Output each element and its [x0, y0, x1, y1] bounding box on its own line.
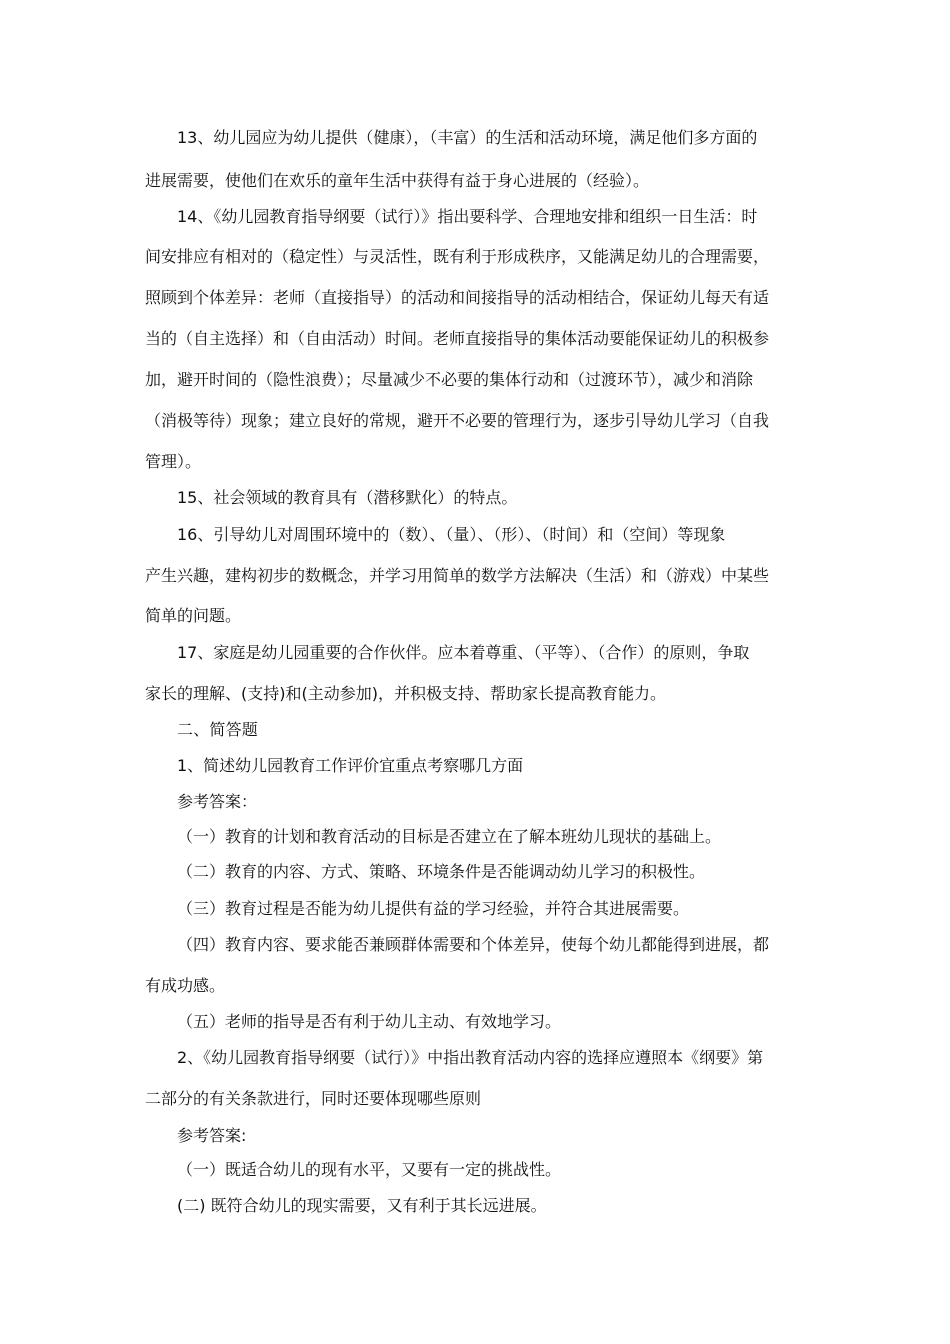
text-line: 间安排应有相对的（稳定性）与灵活性，既有利于形成秩序，又能满足幼儿的合理需要，	[145, 247, 770, 266]
text-line: 13、幼儿园应为幼儿提供（健康），（丰富）的生活和活动环境，满足他们多方面的	[177, 128, 758, 147]
section-heading: 二、简答题	[177, 720, 259, 739]
answer-item: （二）教育的内容、方式、策略、环境条件是否能调动幼儿学习的积极性。	[177, 862, 706, 881]
text-line: 加，避开时间的（隐性浪费）；尽量减少不必要的集体行动和（过渡环节），减少和消除	[145, 370, 754, 389]
answer-item: （五）老师的指导是否有利于幼儿主动、有效地学习。	[177, 1012, 562, 1031]
text-line: 二部分的有关条款进行，同时还要体现哪些原则	[145, 1089, 482, 1108]
text-line: 17、家庭是幼儿园重要的合作伙伴。应本着尊重、（平等）、（合作）的原则，争取	[177, 643, 750, 662]
answer-item: （一）既适合幼儿的现有水平，又要有一定的挑战性。	[177, 1160, 562, 1179]
text-line: 产生兴趣，建构初步的数概念，并学习用简单的数学方法解决（生活）和（游戏）中某些	[145, 566, 770, 585]
text-line: 有成功感。	[145, 976, 226, 995]
text-line: 照顾到个体差异：老师（直接指导）的活动和间接指导的活动相结合，保证幼儿每天有适	[145, 288, 770, 307]
text-line: 家长的理解、(支持)和(主动参加)，并积极支持、帮助家长提高教育能力。	[145, 684, 666, 703]
answer-item: （一）教育的计划和教育活动的目标是否建立在了解本班幼儿现状的基础上。	[177, 827, 722, 846]
question-title: 1、简述幼儿园教育工作评价宜重点考察哪几方面	[177, 756, 524, 775]
text-line: 管理）。	[145, 452, 202, 471]
text-line: 当的（自主选择）和（自由活动）时间。老师直接指导的集体活动要能保证幼儿的积极参	[145, 329, 770, 348]
text-line: 14、《幼儿园教育指导纲要（试行）》指出要科学、合理地安排和组织一日生活：时	[177, 207, 758, 226]
answer-item: （四）教育内容、要求能否兼顾群体需要和个体差异，使每个幼儿都能得到进展，都	[177, 935, 770, 954]
question-title: 2、《幼儿园教育指导纲要（试行）》中指出教育活动内容的选择应遵照本《纲要》第	[177, 1048, 764, 1067]
text-line: （消极等待）现象；建立良好的常规，避开不必要的管理行为，逐步引导幼儿学习（自我	[145, 411, 770, 430]
answer-label: 参考答案：	[177, 792, 258, 811]
text-line: 15、社会领域的教育具有（潜移默化）的特点。	[177, 488, 518, 507]
text-line: 简单的问题。	[145, 606, 242, 625]
text-line: 16、引导幼儿对周围环境中的（数）、（量）、（形）、（时间）和（空间）等现象	[177, 525, 726, 544]
answer-label: 参考答案:	[177, 1126, 247, 1145]
text-line: 进展需要，使他们在欢乐的童年生活中获得有益于身心进展的（经验）。	[145, 171, 650, 190]
answer-item: (二) 既符合幼儿的现实需要，又有利于其长远进展。	[177, 1196, 547, 1215]
answer-item: （三）教育过程是否能为幼儿提供有益的学习经验，并符合其进展需要。	[177, 899, 690, 918]
